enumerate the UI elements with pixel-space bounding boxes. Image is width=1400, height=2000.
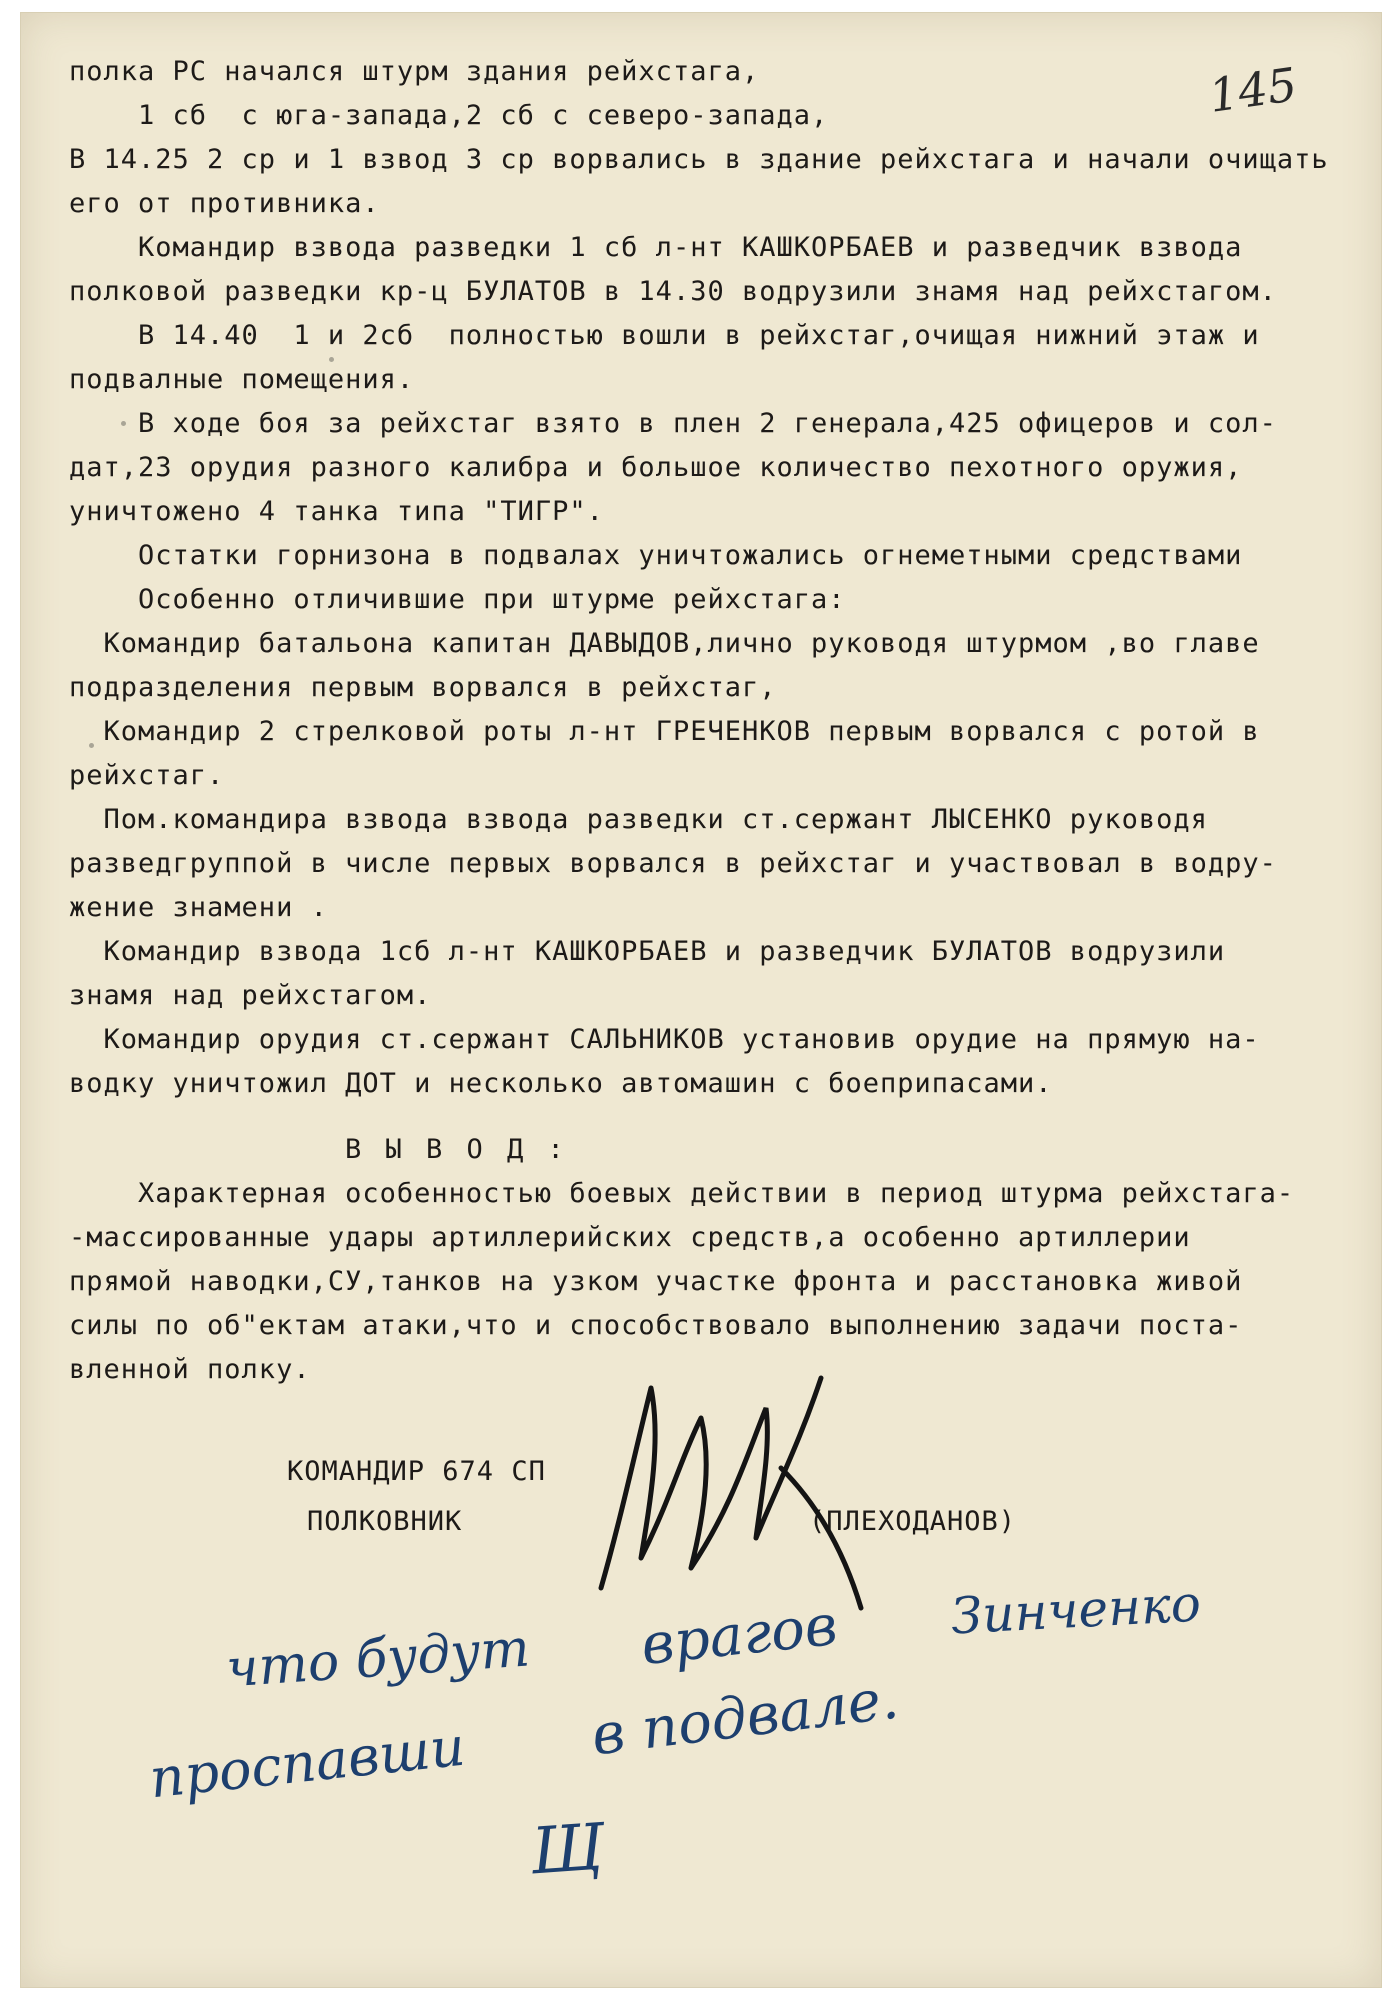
conclusion-heading: В Ы В О Д : (345, 1134, 568, 1165)
report-line: Командир орудия ст.сержант САЛЬНИКОВ установив орудие на прямую на- (69, 1024, 1260, 1055)
report-line: В ходе боя за рейхстаг взято в плен 2 генерала,425 офицеров и сол- (69, 408, 1277, 439)
report-line: полка РС начался штурм здания рейхстага, (69, 56, 760, 87)
ink-smudge (329, 357, 334, 362)
ink-signature (581, 1358, 881, 1618)
report-line: дат,23 орудия разного калибра и большое количество пехотного оружия, (69, 452, 1243, 483)
report-line: разведгруппой в числе первых ворвался в рейхстаг и участвовал в водру- (69, 848, 1277, 879)
handwritten-note-line2-mid: в подвале. (588, 1666, 903, 1769)
conclusion-line: вленной полку. (69, 1354, 311, 1385)
report-line: знамя над рейхстагом. (69, 980, 432, 1011)
report-line: рейхстаг. (69, 760, 225, 791)
report-line: водку уничтожил ДОТ и несколько автомашин с боеприпасами. (69, 1068, 1053, 1099)
report-line: Командир взвода разведки 1 сб л-нт КАШКОРБАЕВ и разведчик взвода (69, 232, 1243, 263)
signature-rank: ПОЛКОВНИК (307, 1506, 463, 1537)
handwritten-note-line1-left: что будут (224, 1618, 532, 1700)
conclusion-line: Характерная особенностью боевых действии в период штурма рейхстага- (69, 1178, 1295, 1209)
faded-stamp-ghost (491, 1798, 811, 1968)
ink-smudge (121, 421, 126, 426)
conclusion-line: силы по об"ектам атаки,что и способствовало выполнению задачи поста- (69, 1310, 1243, 1341)
report-line: его от противника. (69, 188, 380, 219)
conclusion-line: прямой наводки,СУ,танков на узком участке фронта и расстановка живой (69, 1266, 1243, 1297)
report-line: подразделения первым ворвался в рейхстаг, (69, 672, 777, 703)
report-line: полковой разведки кр-ц БУЛАТОВ в 14.30 водрузили знамя над рейхстагом. (69, 276, 1277, 307)
report-line: 1 сб с юга-запада,2 сб с северо-запада, (69, 100, 829, 131)
report-line: Командир взвода 1сб л-нт КАШКОРБАЕВ и разведчик БУЛАТОВ водрузили (69, 936, 1226, 967)
conclusion-line: -массированные удары артиллерийских средств,а особенно артиллерии (69, 1222, 1191, 1253)
handwritten-note-line2-left: проспавши (146, 1714, 468, 1811)
report-line: Особенно отличившие при штурме рейхстага: (69, 584, 846, 615)
handwritten-note-line1-mid: врагов (638, 1592, 841, 1679)
document-page (20, 12, 1382, 1988)
page-number: 145 (1205, 57, 1301, 123)
report-line: жение знамени . (69, 892, 328, 923)
ink-smudge (89, 743, 94, 748)
report-line: подвалные помещения. (69, 364, 415, 395)
handwritten-note-line1-right: Зинченко (949, 1574, 1203, 1646)
report-line: В 14.40 1 и 2сб полностью вошли в рейхстаг,очищая нижний этаж и (69, 320, 1260, 351)
signature-title: КОМАНДИР 674 СП (287, 1456, 546, 1487)
handwritten-initials: Щ (528, 1810, 607, 1890)
report-line: Остатки горнизона в подвалах уничтожались огнеметными средствами (69, 540, 1243, 571)
report-line: Командир 2 стрелковой роты л-нт ГРЕЧЕНКОВ первым ворвался с ротой в (69, 716, 1260, 747)
report-line: В 14.25 2 ср и 1 взвод 3 ср ворвались в здание рейхстага и начали очищать (69, 144, 1329, 175)
report-line: Пом.командира взвода взвода разведки ст.сержант ЛЫСЕНКО руководя (69, 804, 1208, 835)
report-line: уничтожено 4 танка типа "ТИГР". (69, 496, 604, 527)
signature-name: (ПЛЕХОДАНОВ) (809, 1506, 1017, 1537)
report-line: Командир батальона капитан ДАВЫДОВ,лично руководя штурмом ,во главе (69, 628, 1260, 659)
